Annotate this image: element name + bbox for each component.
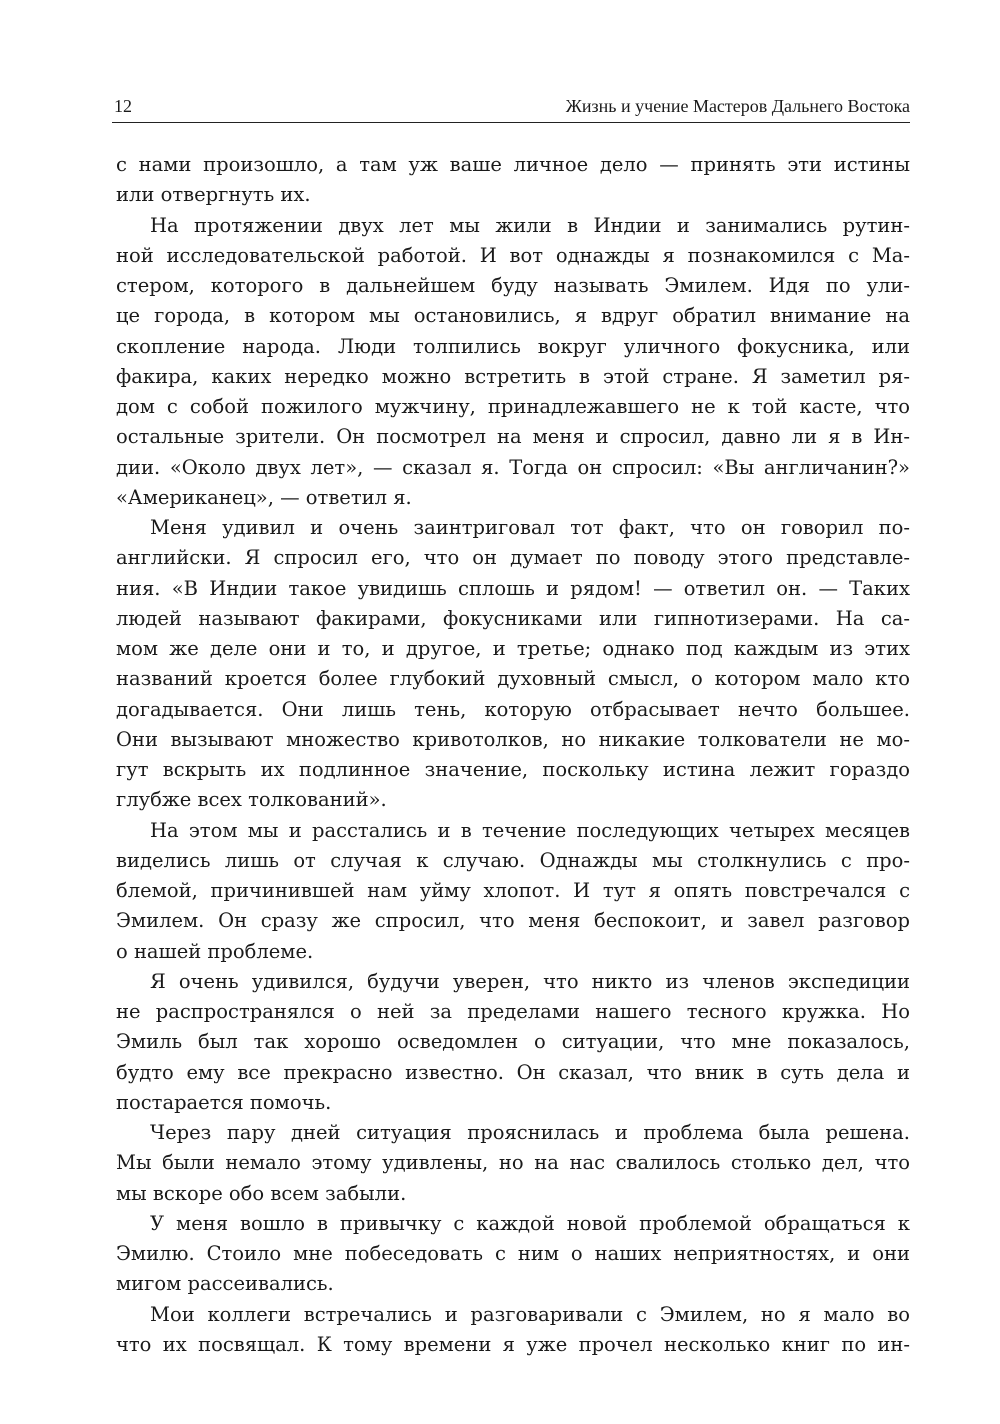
text-line: Они вызывают множество кривотолков, но никакие толкователи не мо- [116, 727, 910, 751]
text-line: или отвергнуть их. [116, 183, 311, 207]
text-line: На этом мы и расстались и в течение последующих четырех месяцев [150, 818, 910, 842]
text-line: постарается помочь. [116, 1090, 332, 1114]
text-line: будто ему все прекрасно известно. Он сказал, что вник в суть дела и [116, 1060, 910, 1084]
text-line: остальные зрители. Он посмотрел на меня и спросил, давно ли я в Ин- [116, 425, 910, 449]
book-title: Жизнь и учение Мастеров Дальнего Востока [565, 96, 910, 116]
body-text [116, 150, 910, 1360]
text-line: Мои коллеги встречались и разговаривали с Эмилем, но я мало во [150, 1302, 910, 1326]
text-line: «Американец», — ответил я. [116, 485, 412, 509]
text-line: стером, которого в дальнейшем буду называть Эмилем. Идя по ули- [116, 274, 910, 297]
running-head [112, 92, 910, 123]
text-line: Через пару дней ситуация прояснилась и проблема была решена. [150, 1121, 910, 1144]
text-line: ния. «В Индии такое увидишь сплошь и рядом! — ответил он. — Таких [116, 576, 910, 600]
text-line: с нами произошло, а там уж ваше личное дело — принять эти истины [116, 153, 910, 176]
text-line: У меня вошло в привычку с каждой новой проблемой обращаться к [150, 1211, 910, 1235]
text-line: не распространялся о ней за пределами нашего тесного кружка. Но [116, 1000, 910, 1023]
text-line: Эмилю. Стоило мне побеседовать с ним о наших неприятностях, и они [116, 1242, 910, 1265]
text-line: Мы были немало этому удивлены, но на нас свалилось столько дел, что [116, 1151, 910, 1175]
text-line: дом с собой пожилого мужчину, принадлежавшего не к той касте, что [116, 395, 910, 418]
text-line: факира, каких нередко можно встретить в этой стране. Я заметил ря- [116, 364, 910, 388]
text-line: дии. «Около двух лет», — сказал я. Тогда он спросил: «Вы англичанин?» [116, 455, 910, 479]
text-line: скопление народа. Люди толпились вокруг уличного фокусника, или [116, 334, 910, 358]
text-line: английски. Я спросил его, что он думает по поводу этого представле- [116, 546, 910, 570]
text-line: Меня удивил и очень заинтриговал тот факт, что он говорил по- [150, 516, 910, 539]
text-line: Эмилем. Он сразу же спросил, что меня беспокоит, и завел разговор [116, 909, 910, 933]
text-line: мы вскоре обо всем забыли. [116, 1181, 407, 1205]
page-number: 12 [114, 96, 132, 116]
text-line: глубже всех толкований». [116, 788, 387, 812]
text-line: Я очень удивился, будучи уверен, что никто из членов экспедиции [150, 969, 910, 993]
text-line: блемой, причинившей нам уйму хлопот. И тут я опять повстречался с [116, 879, 910, 902]
text-line: це города, в котором мы остановились, я вдруг обратил внимание на [116, 304, 910, 328]
text-line: о нашей проблеме. [116, 939, 314, 963]
text-line: На протяжении двух лет мы жили в Индии и занимались рутин- [150, 213, 910, 237]
text-line: догадывается. Они лишь тень, которую отбрасывает нечто большее. [116, 697, 910, 721]
text-line: виделись лишь от случая к случаю. Однажды мы столкнулись с про- [116, 848, 910, 872]
text-line: людей называют факирами, фокусниками или гипнотизерами. На са- [116, 606, 910, 630]
text-line: мигом рассеивались. [116, 1272, 334, 1296]
text-line: ной исследовательской работой. И вот однажды я познакомился с Ма- [116, 243, 910, 267]
text-line: мом же деле они и то, и другое, и третье; однако под каждым из этих [116, 637, 910, 660]
text-line: названий кроется более глубокий духовный смысл, о котором мало кто [116, 667, 910, 691]
text-line: гут вскрыть их подлинное значение, поскольку истина лежит гораздо [116, 758, 910, 781]
text-line: что их посвящал. К тому времени я уже прочел несколько книг по ин- [116, 1332, 910, 1356]
text-line: Эмиль был так хорошо осведомлен о ситуации, что мне показалось, [116, 1030, 910, 1054]
